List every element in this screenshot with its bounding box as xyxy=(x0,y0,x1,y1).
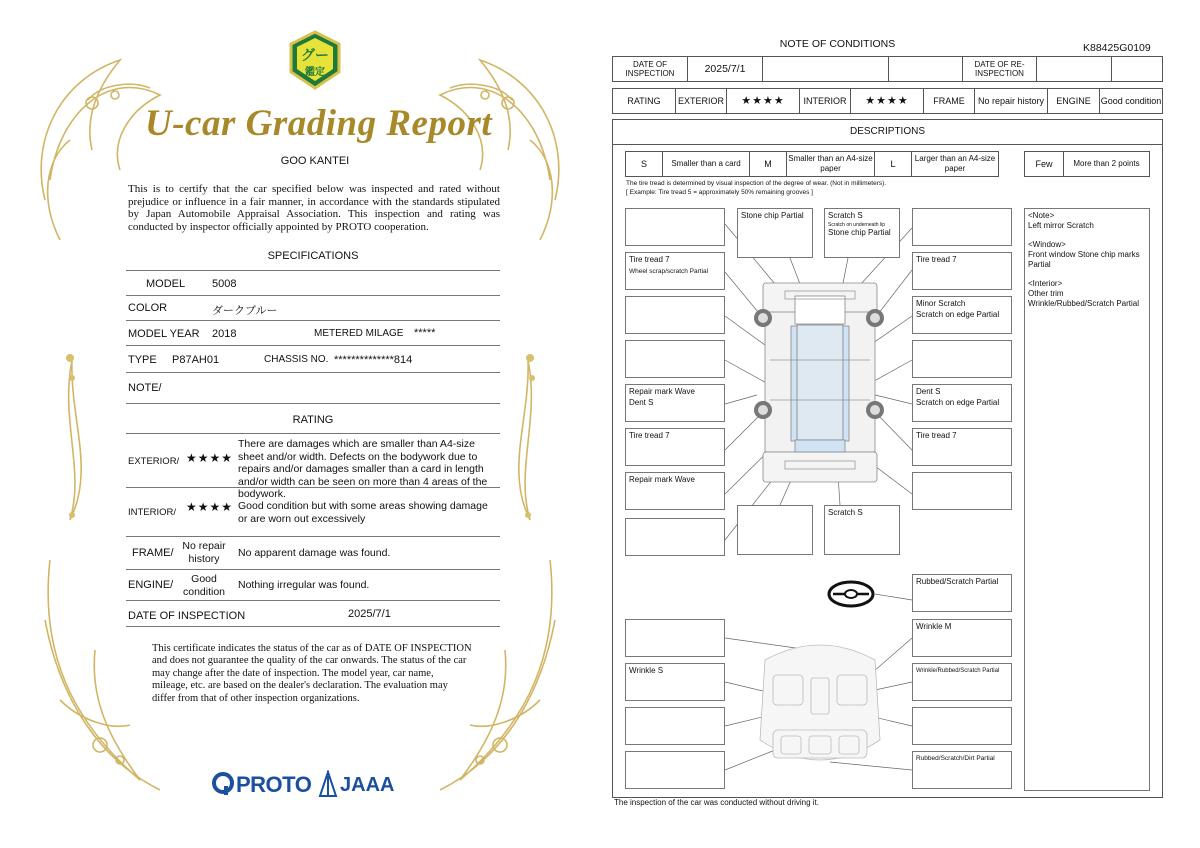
inspection-footer: The inspection of the car was conducted without driving it. xyxy=(614,798,819,807)
date-reinspection-label: DATE OF RE-INSPECTION xyxy=(962,56,1037,82)
callout-box xyxy=(824,208,900,258)
callout-box xyxy=(737,505,813,555)
interior-label: INTERIOR xyxy=(799,88,851,114)
spec-row-model-year xyxy=(126,321,500,346)
callout-box xyxy=(912,384,1012,422)
exterior-description: There are damages which are smaller than A4-size sheet and/or width. Defects on the bodywork due to repairs and/or damages smaller than a card in length and/or width can be seen on more than 4 areas of the bodywork. xyxy=(238,438,488,500)
exterior-label: EXTERIOR/ xyxy=(128,456,180,467)
callout-tire-rear-left: Tire tread 7 xyxy=(629,431,670,440)
note-of-conditions-sheet xyxy=(605,0,1200,848)
interior-stars: ★★★★ xyxy=(186,500,234,514)
callout-scratch-s-bottom: Scratch S xyxy=(828,508,863,517)
callout-box xyxy=(625,751,725,789)
exterior-stars: ★★★★ xyxy=(186,451,234,465)
report-title: U-car Grading Report xyxy=(145,103,493,144)
date-of-inspection-label: DATE OF INSPECTION xyxy=(128,610,246,622)
callout-box xyxy=(625,428,725,466)
callout-repair-wave-2: Repair mark Wave xyxy=(629,475,695,484)
legend-few-desc: More than 2 points xyxy=(1063,151,1150,177)
callout-box xyxy=(912,428,1012,466)
callout-box xyxy=(737,208,813,258)
chassis-label: CHASSIS NO. xyxy=(264,354,329,365)
callout-repair-wave: Repair mark Wave xyxy=(629,387,695,396)
report-subtitle: GOO KANTEI xyxy=(280,155,350,167)
rating-heading: RATING xyxy=(292,414,334,426)
spec-row-model xyxy=(126,270,500,296)
callout-scratch-edge-2: Scratch on edge Partial xyxy=(916,397,1000,407)
callout-box xyxy=(912,296,1012,334)
spec-row-type xyxy=(126,346,500,373)
rating-row-interior xyxy=(126,488,500,537)
callout-box xyxy=(912,208,1012,246)
callout-box xyxy=(625,472,725,510)
svg-text:鑑定: 鑑定 xyxy=(305,67,325,78)
proto-logo-text: PROTO xyxy=(236,772,312,797)
note-text: Left mirror Scratch xyxy=(1028,221,1094,230)
legend-m: M xyxy=(749,151,787,177)
frame-description: No apparent damage was found. xyxy=(238,547,391,559)
svg-text:グー: グー xyxy=(301,48,329,64)
legend-s: S xyxy=(625,151,663,177)
callout-box xyxy=(912,707,1012,745)
callout-box xyxy=(912,252,1012,290)
legend-few: Few xyxy=(1024,151,1064,177)
note-heading: <Note> xyxy=(1028,211,1055,220)
mileage-label: METERED MILAGE xyxy=(314,328,404,339)
note-label: NOTE/ xyxy=(128,382,162,394)
proto-logo-icon xyxy=(212,772,236,796)
rating-row-exterior xyxy=(126,433,500,500)
callout-box xyxy=(625,619,725,657)
tread-note-1: The tire tread is determined by visual inspection of the degree of wear. (Not in millimeters). xyxy=(626,180,887,187)
callout-box xyxy=(625,208,725,246)
tread-note-2: [ Example: Tire tread 5 = approximately 50% remaining grooves ] xyxy=(626,189,813,196)
callout-wheel-scrap: Wheel scrap/scratch Partial xyxy=(629,267,709,275)
type-value: P87AH01 xyxy=(172,354,220,366)
engine-value: Good condition xyxy=(182,573,226,598)
certification-text: This is to certify that the car specified below was inspected and rated without prejudice or influence in a fair manner, in accordance with the standards stipulated by Japan Automobile Appraisal Association. This inspection and rating was conducted by inspector officially appointed by PROTO cooperation. xyxy=(128,183,500,233)
rating-row-frame xyxy=(126,537,500,570)
date-of-inspection-value: 2025/7/1 xyxy=(348,608,391,620)
callout-box xyxy=(625,296,725,334)
interior-heading: <Interior> xyxy=(1028,279,1063,288)
mileage-value: ***** xyxy=(414,327,436,339)
callout-wrinkle-s: Wrinkle S xyxy=(629,666,664,675)
exterior-stars: ★★★★ xyxy=(726,88,800,114)
window-heading: <Window> xyxy=(1028,240,1066,249)
date-of-inspection-row xyxy=(126,601,500,627)
callout-scratch-underneath: Scratch on underneath lip xyxy=(828,221,885,228)
date-inspection-value: 2025/7/1 xyxy=(687,56,763,82)
callout-dent-s-left: Dent S xyxy=(629,397,654,407)
frame-value: No repair history xyxy=(182,540,226,565)
descriptions-heading: DESCRIPTIONS xyxy=(612,119,1163,145)
callout-scratch-edge-1: Scratch on edge Partial xyxy=(916,309,1000,319)
frame-label: FRAME xyxy=(923,88,975,114)
spec-row-note xyxy=(126,373,500,404)
notes-panel xyxy=(1024,208,1150,791)
callout-box xyxy=(912,751,1012,789)
callout-box xyxy=(824,505,900,555)
callout-tire-rear-right: Tire tread 7 xyxy=(916,431,957,440)
frame-label: FRAME/ xyxy=(132,547,174,559)
callout-box xyxy=(625,663,725,701)
callout-stone-chip-2: Stone chip Partial xyxy=(828,227,891,237)
model-year-value: 2018 xyxy=(212,328,237,340)
legend-l: L xyxy=(874,151,912,177)
jaaa-logo-icon xyxy=(318,770,338,798)
legend-l-desc: Larger than an A4-size paper xyxy=(911,151,999,177)
callout-wrinkle-rubbed: Wrinkle/Rubbed/Scratch Partial xyxy=(916,668,1000,674)
chassis-value: **************814 xyxy=(334,354,413,366)
callout-stone-chip: Stone chip Partial xyxy=(741,211,804,220)
callout-box xyxy=(625,252,725,290)
color-value: ダークブルー xyxy=(212,305,278,317)
callout-minor-scratch: Minor Scratch xyxy=(916,299,966,308)
callout-tire-front-left: Tire tread 7 xyxy=(629,255,670,264)
interior-label: INTERIOR/ xyxy=(128,507,177,518)
reference-number: K88425G0109 xyxy=(1083,42,1151,54)
rating-row-engine xyxy=(126,570,500,601)
exterior-label: EXTERIOR xyxy=(675,88,727,114)
callout-tire-front-right: Tire tread 7 xyxy=(916,255,957,264)
callout-box xyxy=(625,707,725,745)
conditions-heading: NOTE OF CONDITIONS xyxy=(779,38,896,50)
spec-row-color xyxy=(126,296,500,321)
specifications-heading: SPECIFICATIONS xyxy=(267,250,359,262)
engine-value: Good condition xyxy=(1099,88,1163,114)
model-year-label: MODEL YEAR xyxy=(128,328,200,340)
rating-label: RATING xyxy=(612,88,676,114)
callout-box xyxy=(625,518,725,556)
model-value: 5008 xyxy=(212,278,237,290)
steering-wheel-icon xyxy=(829,582,873,606)
callout-rubbed-scratch: Rubbed/Scratch Partial xyxy=(916,577,999,586)
frame-value: No repair history xyxy=(974,88,1048,114)
callout-box xyxy=(912,472,1012,510)
callout-box xyxy=(912,574,1012,612)
model-label: MODEL xyxy=(146,278,186,290)
legend-s-desc: Smaller than a card xyxy=(662,151,750,177)
type-label: TYPE xyxy=(128,354,157,366)
date-inspection-label: DATE OF INSPECTION xyxy=(612,56,688,82)
interior-text: Other trim Wrinkle/Rubbed/Scratch Partial xyxy=(1028,289,1140,308)
callout-wrinkle-m: Wrinkle M xyxy=(916,622,952,631)
callout-box xyxy=(625,384,725,422)
callout-box xyxy=(912,663,1012,701)
callout-box xyxy=(912,619,1012,657)
certificate-footer: This certificate indicates the status of the car as of DATE OF INSPECTION and does not guarantee the quality of the car onwards. The status of the car may change after the date of inspection. The model year, car name, mileage, etc. are based on the dealer's declaration. The evaluation may differ from that of other inspection organizations. xyxy=(152,643,472,704)
callout-box xyxy=(625,340,725,378)
engine-label: ENGINE/ xyxy=(128,579,174,591)
legend-m-desc: Smaller than an A4-size paper xyxy=(786,151,875,177)
callout-scratch-s-top: Scratch S xyxy=(828,211,863,220)
goo-kantei-badge-icon xyxy=(287,30,343,92)
callout-rubbed-dirt: Rubbed/Scratch/Dirt Partial xyxy=(916,755,995,762)
color-label: COLOR xyxy=(128,302,168,314)
interior-stars: ★★★★ xyxy=(850,88,924,114)
engine-description: Nothing irregular was found. xyxy=(238,579,370,591)
callout-box xyxy=(912,340,1012,378)
engine-label: ENGINE xyxy=(1047,88,1100,114)
interior-description: Good condition but with some areas showing damage or are worn out excessively xyxy=(238,500,488,525)
callout-dent-s-right: Dent S xyxy=(916,387,941,396)
jaaa-logo-text: JAAA xyxy=(340,774,395,796)
window-text: Front window Stone chip marks Partial xyxy=(1028,250,1140,269)
